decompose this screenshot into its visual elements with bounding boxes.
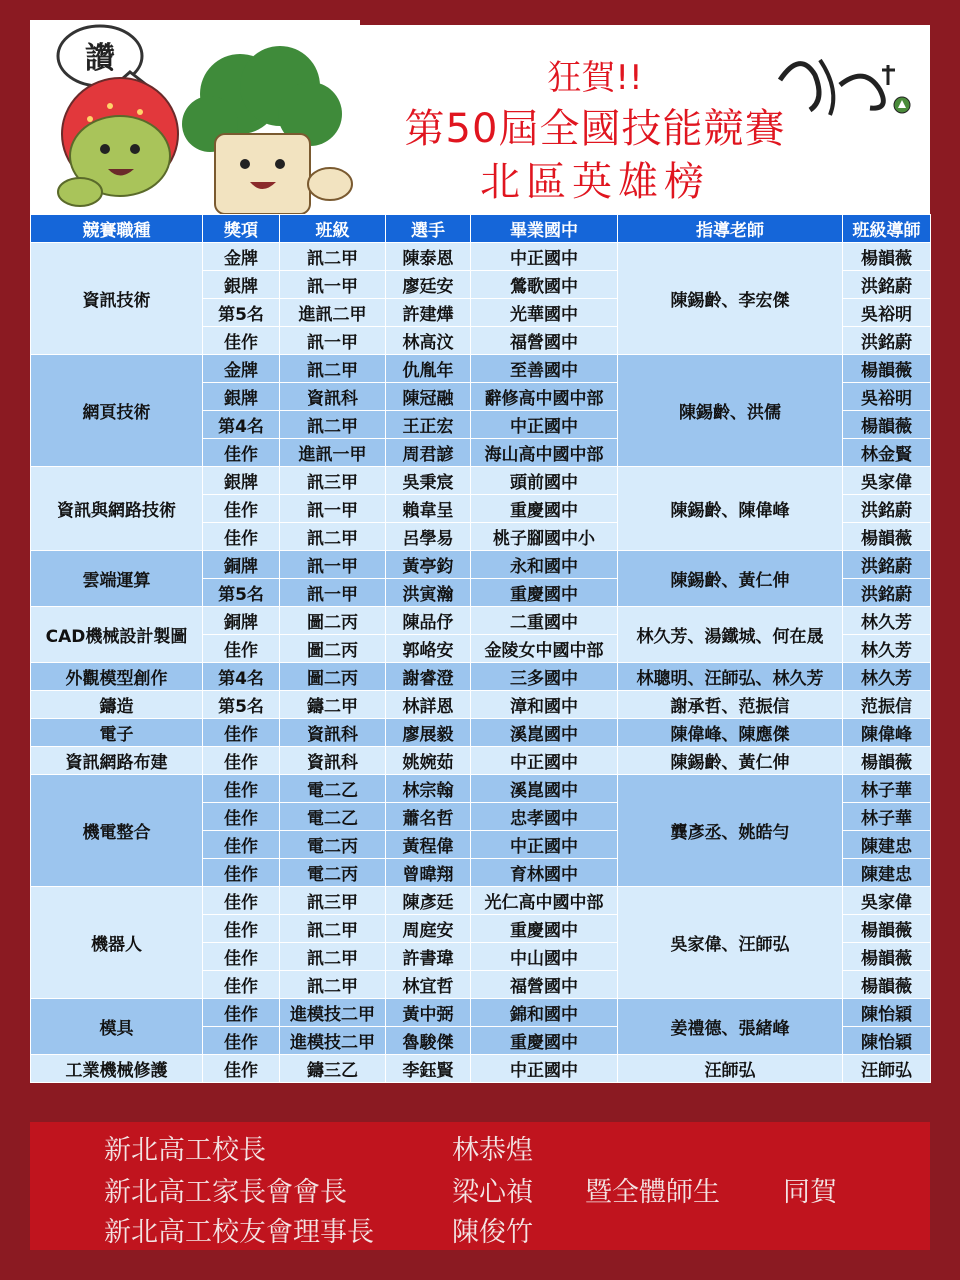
- award-cell: 銅牌: [203, 607, 280, 635]
- award-cell: 佳作: [203, 635, 280, 663]
- homeroom-cell: 洪銘蔚: [843, 327, 931, 355]
- category-cell: CAD機械設計製圖: [31, 607, 203, 663]
- award-cell: 佳作: [203, 831, 280, 859]
- player-cell: 林高汶: [386, 327, 471, 355]
- school-cell: 鶯歌國中: [471, 271, 618, 299]
- player-cell: 呂學易: [386, 523, 471, 551]
- school-cell: 溪崑國中: [471, 719, 618, 747]
- header-class: 班級: [280, 215, 386, 243]
- footer-principal-name: 林恭煌: [452, 1135, 533, 1166]
- homeroom-cell: 楊韻薇: [843, 243, 931, 271]
- class-cell: 進模技二甲: [280, 1027, 386, 1055]
- homeroom-cell: 吳裕明: [843, 299, 931, 327]
- award-cell: 第5名: [203, 579, 280, 607]
- class-cell: 電二乙: [280, 775, 386, 803]
- homeroom-cell: 陳偉峰: [843, 719, 931, 747]
- award-cell: 第5名: [203, 691, 280, 719]
- footer-pta-label: 新北高工家長會會長: [104, 1177, 347, 1208]
- table-row: [31, 243, 931, 271]
- table-row: [31, 747, 931, 775]
- homeroom-cell: 洪銘蔚: [843, 551, 931, 579]
- category-cell: 資訊技術: [31, 243, 203, 355]
- award-cell: 佳作: [203, 971, 280, 999]
- footer-all-staff: 暨全體師生: [585, 1177, 720, 1208]
- homeroom-cell: 林久芳: [843, 607, 931, 635]
- table-row: [31, 887, 931, 915]
- class-cell: 訊三甲: [280, 887, 386, 915]
- school-cell: 重慶國中: [471, 495, 618, 523]
- teachers-cell: 陳偉峰、陳應傑: [618, 719, 843, 747]
- player-cell: 賴韋呈: [386, 495, 471, 523]
- player-cell: 王正宏: [386, 411, 471, 439]
- class-cell: 圖二丙: [280, 635, 386, 663]
- player-cell: 林詳恩: [386, 691, 471, 719]
- player-cell: 曾暐翔: [386, 859, 471, 887]
- category-cell: 機器人: [31, 887, 203, 999]
- homeroom-cell: 楊韻薇: [843, 523, 931, 551]
- class-cell: 電二丙: [280, 831, 386, 859]
- award-cell: 佳作: [203, 915, 280, 943]
- homeroom-cell: 林金賢: [843, 439, 931, 467]
- school-logo: [770, 30, 930, 125]
- header-category: 競賽職種: [31, 215, 203, 243]
- class-cell: 進訊一甲: [280, 439, 386, 467]
- award-cell: 佳作: [203, 859, 280, 887]
- table-row: [31, 551, 931, 579]
- category-cell: 模具: [31, 999, 203, 1055]
- player-cell: 陳品伃: [386, 607, 471, 635]
- homeroom-cell: 楊韻薇: [843, 915, 931, 943]
- school-cell: 中正國中: [471, 1055, 618, 1083]
- player-cell: 姚婉茹: [386, 747, 471, 775]
- school-cell: 光華國中: [471, 299, 618, 327]
- player-cell: 陳泰恩: [386, 243, 471, 271]
- award-cell: 銀牌: [203, 383, 280, 411]
- player-cell: 吳秉宸: [386, 467, 471, 495]
- teachers-cell: 陳錫齡、陳偉峰: [618, 467, 843, 551]
- teachers-cell: 陳錫齡、洪儒: [618, 355, 843, 467]
- class-cell: 訊一甲: [280, 579, 386, 607]
- title-line-2: 第50屆全國技能競賽: [404, 106, 786, 152]
- homeroom-cell: 陳怡穎: [843, 1027, 931, 1055]
- school-cell: 辭修高中國中部: [471, 383, 618, 411]
- homeroom-cell: 洪銘蔚: [843, 579, 931, 607]
- player-cell: 廖展毅: [386, 719, 471, 747]
- award-cell: 佳作: [203, 523, 280, 551]
- category-cell: 電子: [31, 719, 203, 747]
- class-cell: 進訊二甲: [280, 299, 386, 327]
- homeroom-cell: 陳建忠: [843, 831, 931, 859]
- player-cell: 周君諺: [386, 439, 471, 467]
- player-cell: 李鈺賢: [386, 1055, 471, 1083]
- footer-alumni-label: 新北高工校友會理事長: [104, 1217, 374, 1248]
- class-cell: 訊一甲: [280, 495, 386, 523]
- homeroom-cell: 吳家偉: [843, 887, 931, 915]
- class-cell: 進模技二甲: [280, 999, 386, 1027]
- teachers-cell: 陳錫齡、李宏傑: [618, 243, 843, 355]
- table-row: [31, 663, 931, 691]
- player-cell: 謝睿澄: [386, 663, 471, 691]
- header-award: 獎項: [203, 215, 280, 243]
- homeroom-cell: 林久芳: [843, 635, 931, 663]
- player-cell: 林宜哲: [386, 971, 471, 999]
- award-cell: 佳作: [203, 719, 280, 747]
- school-cell: 桃子腳國中小: [471, 523, 618, 551]
- table-row: [31, 355, 931, 383]
- class-cell: 訊二甲: [280, 355, 386, 383]
- class-cell: 訊二甲: [280, 243, 386, 271]
- award-cell: 佳作: [203, 803, 280, 831]
- homeroom-cell: 楊韻薇: [843, 411, 931, 439]
- school-cell: 漳和國中: [471, 691, 618, 719]
- award-cell: 佳作: [203, 943, 280, 971]
- homeroom-cell: 楊韻薇: [843, 971, 931, 999]
- award-cell: 第5名: [203, 299, 280, 327]
- header-homeroom: 班級導師: [843, 215, 931, 243]
- category-cell: 鑄造: [31, 691, 203, 719]
- homeroom-cell: 楊韻薇: [843, 747, 931, 775]
- header-player: 選手: [386, 215, 471, 243]
- class-cell: 鑄二甲: [280, 691, 386, 719]
- homeroom-cell: 林久芳: [843, 663, 931, 691]
- table-row: [31, 607, 931, 635]
- homeroom-cell: 洪銘蔚: [843, 495, 931, 523]
- school-cell: 忠孝國中: [471, 803, 618, 831]
- award-cell: 銅牌: [203, 551, 280, 579]
- table-row: [31, 1055, 931, 1083]
- homeroom-cell: 林子華: [843, 775, 931, 803]
- homeroom-cell: 陳建忠: [843, 859, 931, 887]
- title-line-3: 北區英雄榜: [480, 159, 710, 205]
- results-body: [31, 243, 931, 1083]
- award-cell: 銀牌: [203, 271, 280, 299]
- school-cell: 中正國中: [471, 831, 618, 859]
- homeroom-cell: 洪銘蔚: [843, 271, 931, 299]
- homeroom-cell: 汪師弘: [843, 1055, 931, 1083]
- school-cell: 至善國中: [471, 355, 618, 383]
- school-cell: 光仁高中國中部: [471, 887, 618, 915]
- class-cell: 資訊科: [280, 747, 386, 775]
- school-cell: 中正國中: [471, 243, 618, 271]
- footer-pta-name: 梁心禎: [452, 1177, 533, 1208]
- category-cell: 資訊網路布建: [31, 747, 203, 775]
- footer-principal-label: 新北高工校長: [104, 1135, 266, 1166]
- class-cell: 圖二丙: [280, 663, 386, 691]
- category-cell: 資訊與網路技術: [31, 467, 203, 551]
- category-cell: 工業機械修護: [31, 1055, 203, 1083]
- class-cell: 圖二丙: [280, 607, 386, 635]
- award-cell: 佳作: [203, 887, 280, 915]
- player-cell: 許建燁: [386, 299, 471, 327]
- school-cell: 福營國中: [471, 327, 618, 355]
- school-cell: 二重國中: [471, 607, 618, 635]
- table-row: [31, 467, 931, 495]
- teachers-cell: 吳家偉、汪師弘: [618, 887, 843, 999]
- school-cell: 頭前國中: [471, 467, 618, 495]
- footer-congrats: 同賀: [783, 1177, 837, 1208]
- category-cell: 網頁技術: [31, 355, 203, 467]
- award-cell: 佳作: [203, 1027, 280, 1055]
- player-cell: 郭峈安: [386, 635, 471, 663]
- class-cell: 訊二甲: [280, 411, 386, 439]
- player-cell: 黃程偉: [386, 831, 471, 859]
- award-cell: 佳作: [203, 747, 280, 775]
- class-cell: 訊三甲: [280, 467, 386, 495]
- school-cell: 錦和國中: [471, 999, 618, 1027]
- award-cell: 佳作: [203, 495, 280, 523]
- teachers-cell: 林久芳、湯鐵城、何在晟: [618, 607, 843, 663]
- school-cell: 中正國中: [471, 411, 618, 439]
- award-cell: 金牌: [203, 355, 280, 383]
- table-row: [31, 719, 931, 747]
- table-row: [31, 775, 931, 803]
- player-cell: 蕭名哲: [386, 803, 471, 831]
- award-cell: 佳作: [203, 1055, 280, 1083]
- class-cell: 電二乙: [280, 803, 386, 831]
- homeroom-cell: 楊韻薇: [843, 355, 931, 383]
- teachers-cell: 汪師弘: [618, 1055, 843, 1083]
- homeroom-cell: 陳怡穎: [843, 999, 931, 1027]
- teachers-cell: 林聰明、汪師弘、林久芳: [618, 663, 843, 691]
- category-cell: 機電整合: [31, 775, 203, 887]
- teachers-cell: 謝承哲、范振信: [618, 691, 843, 719]
- category-cell: 雲端運算: [31, 551, 203, 607]
- class-cell: 資訊科: [280, 383, 386, 411]
- table-header-row: [31, 215, 931, 243]
- results-table: [30, 214, 931, 1083]
- mascot-illustration: [40, 24, 355, 214]
- school-cell: 永和國中: [471, 551, 618, 579]
- award-cell: 第4名: [203, 663, 280, 691]
- class-cell: 訊一甲: [280, 327, 386, 355]
- homeroom-cell: 吳裕明: [843, 383, 931, 411]
- teachers-cell: 姜禮德、張緒峰: [618, 999, 843, 1055]
- homeroom-cell: 吳家偉: [843, 467, 931, 495]
- award-cell: 佳作: [203, 439, 280, 467]
- school-cell: 福營國中: [471, 971, 618, 999]
- school-cell: 海山高中國中部: [471, 439, 618, 467]
- homeroom-cell: 范振信: [843, 691, 931, 719]
- title-line-1: 狂賀!!: [547, 58, 643, 98]
- player-cell: 陳彥廷: [386, 887, 471, 915]
- header-teachers: 指導老師: [618, 215, 843, 243]
- school-cell: 中山國中: [471, 943, 618, 971]
- class-cell: 訊一甲: [280, 551, 386, 579]
- award-cell: 第4名: [203, 411, 280, 439]
- school-cell: 溪崑國中: [471, 775, 618, 803]
- player-cell: 廖廷安: [386, 271, 471, 299]
- header-school: 畢業國中: [471, 215, 618, 243]
- award-cell: 佳作: [203, 999, 280, 1027]
- class-cell: 訊二甲: [280, 523, 386, 551]
- award-cell: 銀牌: [203, 467, 280, 495]
- school-cell: 育林國中: [471, 859, 618, 887]
- award-cell: 佳作: [203, 775, 280, 803]
- player-cell: 仇胤年: [386, 355, 471, 383]
- player-cell: 洪寅瀚: [386, 579, 471, 607]
- class-cell: 訊一甲: [280, 271, 386, 299]
- school-cell: 中正國中: [471, 747, 618, 775]
- class-cell: 鑄三乙: [280, 1055, 386, 1083]
- homeroom-cell: 楊韻薇: [843, 943, 931, 971]
- school-cell: 重慶國中: [471, 915, 618, 943]
- teachers-cell: 陳錫齡、黃仁伸: [618, 747, 843, 775]
- player-cell: 周庭安: [386, 915, 471, 943]
- player-cell: 黃亭鈞: [386, 551, 471, 579]
- school-cell: 重慶國中: [471, 1027, 618, 1055]
- player-cell: 黃中弼: [386, 999, 471, 1027]
- class-cell: 訊二甲: [280, 915, 386, 943]
- teachers-cell: 龔彥丞、姚皓勻: [618, 775, 843, 887]
- footer-alumni-name: 陳俊竹: [452, 1217, 533, 1248]
- player-cell: 魯駿傑: [386, 1027, 471, 1055]
- class-cell: 訊二甲: [280, 943, 386, 971]
- school-cell: 三多國中: [471, 663, 618, 691]
- homeroom-cell: 林子華: [843, 803, 931, 831]
- teachers-cell: 陳錫齡、黃仁伸: [618, 551, 843, 607]
- player-cell: 陳冠融: [386, 383, 471, 411]
- category-cell: 外觀模型創作: [31, 663, 203, 691]
- table-row: [31, 691, 931, 719]
- player-cell: 許書瑋: [386, 943, 471, 971]
- speech-text: 讚: [85, 41, 115, 76]
- award-cell: 金牌: [203, 243, 280, 271]
- class-cell: 資訊科: [280, 719, 386, 747]
- award-cell: 佳作: [203, 327, 280, 355]
- table-row: [31, 999, 931, 1027]
- class-cell: 電二丙: [280, 859, 386, 887]
- school-cell: 金陵女中國中部: [471, 635, 618, 663]
- school-cell: 重慶國中: [471, 579, 618, 607]
- class-cell: 訊二甲: [280, 971, 386, 999]
- player-cell: 林宗翰: [386, 775, 471, 803]
